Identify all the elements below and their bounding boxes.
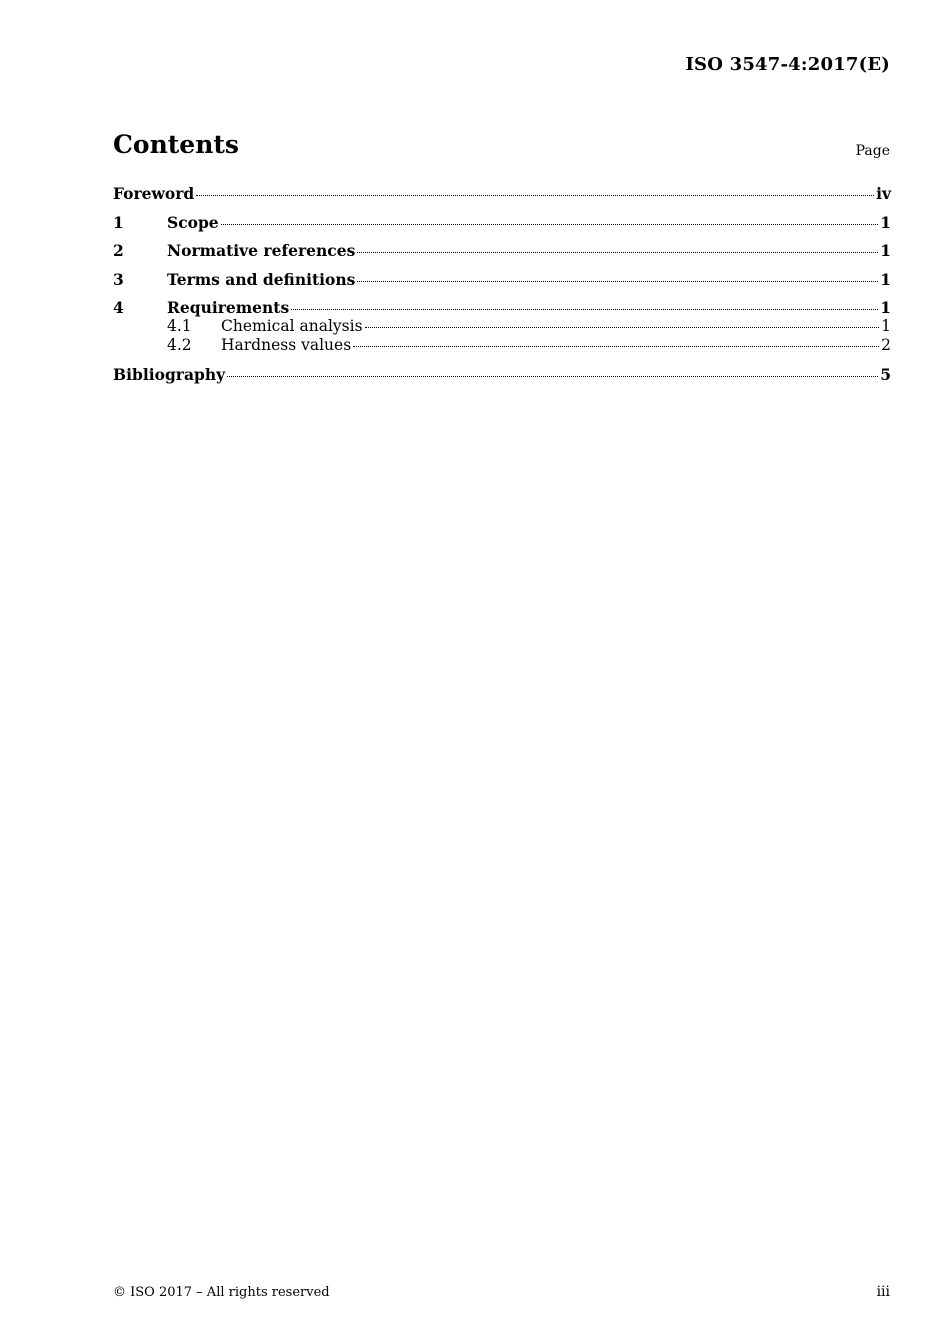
toc-entry-title: Hardness values bbox=[221, 336, 352, 354]
toc-entry-number: 1 bbox=[113, 212, 124, 232]
toc-entry-title: Bibliography bbox=[113, 364, 226, 384]
dot-leader bbox=[357, 281, 878, 282]
toc-entry-normative-references[interactable] bbox=[113, 241, 891, 260]
toc-entry-number: 4.1 bbox=[167, 317, 192, 335]
toc-entry-number: 3 bbox=[113, 269, 124, 289]
toc-entry-terms-and-definitions[interactable] bbox=[113, 270, 891, 289]
toc-entry-foreword[interactable] bbox=[113, 184, 891, 203]
toc-entry-page: 1 bbox=[880, 269, 891, 289]
toc-entry-page: 1 bbox=[881, 317, 891, 335]
dot-leader bbox=[357, 252, 878, 253]
toc-entry-title: Chemical analysis bbox=[221, 317, 363, 335]
toc-entry-title: Foreword bbox=[113, 184, 195, 203]
toc-entry-number: 4.2 bbox=[167, 336, 192, 354]
dot-leader bbox=[353, 346, 879, 347]
toc-entry-title: Requirements bbox=[167, 298, 290, 317]
toc-entry-requirements[interactable] bbox=[113, 298, 891, 317]
toc-entry-page: 5 bbox=[880, 364, 891, 384]
dot-leader bbox=[227, 376, 878, 377]
toc-entry-title: Terms and definitions bbox=[167, 269, 356, 289]
toc-subentry-hardness-values[interactable] bbox=[113, 336, 891, 355]
toc-entry-number: 4 bbox=[113, 298, 124, 317]
footer-copyright: © ISO 2017 – All rights reserved bbox=[113, 1285, 330, 1300]
toc-entry-page: iv bbox=[876, 184, 891, 203]
footer-page-number: iii bbox=[876, 1284, 890, 1300]
toc-entry-page: 2 bbox=[881, 336, 891, 354]
toc-entry-page: 1 bbox=[880, 241, 891, 260]
dot-leader bbox=[221, 224, 879, 225]
dot-leader bbox=[365, 327, 880, 328]
toc-entry-page: 1 bbox=[880, 298, 891, 317]
dot-leader bbox=[291, 309, 878, 310]
toc-entry-scope[interactable] bbox=[113, 213, 891, 232]
toc-entry-title: Scope bbox=[167, 212, 219, 232]
toc-entry-number: 2 bbox=[113, 241, 124, 260]
toc-subentry-chemical-analysis[interactable] bbox=[113, 317, 891, 336]
toc-entry-title: Normative references bbox=[167, 241, 356, 260]
toc-entry-bibliography[interactable] bbox=[113, 365, 891, 384]
toc-heading: Contents bbox=[113, 130, 240, 159]
document-id: ISO 3547-4:2017(E) bbox=[685, 54, 890, 75]
table-of-contents bbox=[113, 184, 891, 393]
page-column-label: Page bbox=[855, 143, 890, 159]
dot-leader bbox=[196, 195, 874, 196]
toc-entry-page: 1 bbox=[880, 212, 891, 232]
